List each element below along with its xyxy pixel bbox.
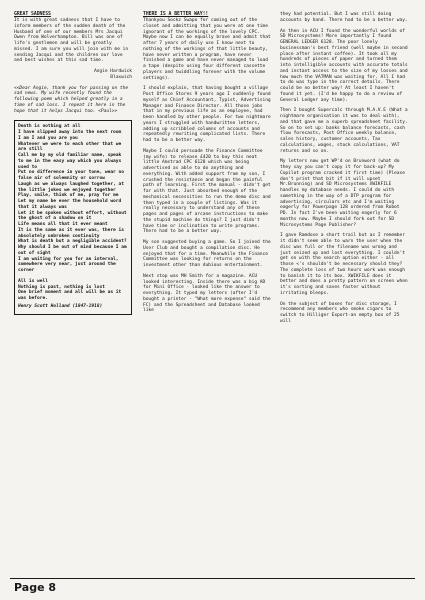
signature-name: Angie Hardwick (93, 69, 132, 74)
poem-line: Life means all that it ever meant (18, 222, 108, 227)
column-right (280, 12, 408, 330)
poem-line: It is the same as it ever was, there is absolutely unbroken continuity (18, 227, 124, 239)
poem-attribution: Henry Scott Holland (1847-1918) (18, 303, 103, 309)
poem-line: One brief moment and all will be as it was before. (18, 290, 122, 301)
article-paragraph: Maybe I could persuade the Finance Committee (my wife) to release £420 to buy this neat little Amstrad CPC 6128 which was being advertised as able to do anything and everything. With added support from my son, I crushed the resistance and began the painful path of learning. First the manual - didn't get far with that. Just absorbed enough of the mechanical necessities to run the demo disc and then typed in a couple of listings. Was it really necessary to understand any of these pages and pages of arcane instructions to make the stupid machine do things? I just didn't have time or inclination to write programs. There had to be a better way. (143, 148, 271, 235)
poem-line: Play, smile, think of me, pray for me (18, 193, 119, 199)
better-way-heading: THERE IS A BETTER WAY!! (143, 12, 209, 17)
column-middle (143, 12, 271, 319)
article-paragraph: I should explain, that having bought a village Post Office Stores 9 years ago I suddenly found myself as Chief Accountant, Typist, Advertising Manager and Finance Director. All those jobs that in my previous life as an employee, had been handled by other people. For two nightmare years I struggled with handwritten letters, adding up scribbled columns of accounts and repeatedly rewriting complicated lists. There had to be a better way. (143, 86, 271, 143)
poem-line: Whatever we were to each other that we are still (18, 141, 122, 153)
poem-line: I am waiting for you for an interval, somewhere very near, just around the corner (18, 256, 119, 273)
poem-line: Put no difference in your tone, wear no false air of solemnity or sorrow (18, 170, 124, 181)
poem-stanza (18, 279, 128, 302)
poem-line: Let it be spoken without effort, without the ghost of a shadow on it (18, 210, 127, 222)
column-left (14, 12, 132, 315)
poem-line: I have slipped away into the next room (18, 130, 122, 135)
article-paragraph: An then in ACU I found the wonderful worlds of SD Microsystems! More importantly I found GENERAL LEDGER 6128. The poor lonely businessman's best friend (well maybe in second place after instant coffee). It took all my hundreds of pieces of paper and turned them into intelligible accounts with accurate totals and instant access to the size of my losses and how much the VATMAN was waiting for. All I had to do was type in the correct details. There could be no better way! At least I haven't found it yet. (I'd be happy to do a review of General Ledger any time). (280, 28, 408, 103)
poem-line: Nothing is past, nothing is lost (18, 284, 105, 290)
article-paragraph: Then I bought Supercalc through M.A.V.E (What a nightmare organisation it was to deal with), and that gave me a superb spreadsheet facility. So on to set up: banks balance forecasts, cash flow forecasts, Post Office weekly balance, sales history, customer accounts, Tax calculations, wages, stock calculations, VAT returns and so on. (280, 108, 408, 154)
editor-note: <<Dear Angie, thank you for passing on the sad news. My wife recently found the following poem which helped greatly in a time of sad loss. I repeat it here in the hope that it helps Jacqui too. <Paul>> (14, 85, 129, 114)
poem-line: All is well (18, 278, 48, 284)
poem-line: I am I and you are you (18, 135, 78, 141)
article-paragraph: I gave Ramdose a short trail but as I remember it didn't seem able to warn the user when the disc was full or the filename was wrong and just seized up and lost everything. I couldn't get on with the search option either - all those <'s shouldn't be necessary should they? The complete loss of two hours work was enough to banish it to its box. XWIKFILE does it better and does a pretty pattern on screen when it's sorting and saves faster without irritating bleeps. (280, 233, 408, 296)
poem-line: Why should I be out of mind because I am out of sight (18, 245, 127, 256)
article-paragraph: My letters now get WP'd on Brunword (what do they say you can't copy it for back-up? My Copilot program cracked it first time) (Please don't print that bit if it will upset Mr.Brunning) and SD Microsystems XWIKFILE handles my database needs. I could do with something in the way of a DTP program for advertising, circulars etc and I'm waiting eagerly for Powerpage 128 ordered from Robot PD. In fact I've been waiting eagerly for 6 months now. Maybe I should fork out for SD Microsystems Page Publisher? (280, 159, 405, 228)
great-sadness-heading: GREAT SADNESS (14, 12, 51, 17)
great-sadness-paragraph: It is with great sadness that I have to inform members of the sudden death of the Husband of one of our members Mrs Jacqui Owen from Wolverhampton. Bill was one of life's gentlemen and will be greatly missed. I am sure you will join with me in sending Jacqui and the children our love and best wishes at this sad time. (14, 18, 129, 64)
article-paragraph: Next stop was MH Smith for a magazine. ACU looked interesting. Inside there was a big AD for Mini Office - looked like the answer to everything. It typed my letters (after I'd bought a printer - "What more expense" said the FC) and the Spreadsheet and Database looked like (143, 273, 271, 314)
poem-line: Laugh as we always laughed together, at the little jokes we enjoyed together (18, 181, 124, 193)
article-paragraph: Thankyou Sockz Swapo for coming out of the closet and admitting that you were at one time ignorant of the workings of the lovely CPC. Maybe now I can be equally brave and admit that after 7 years of daily use I know next to nothing of the workings of that little beauty, have never written a program, have never finished a game and have never managed to load a tape (despite using four different cassette players and twiddling forever with the volume settings). (143, 18, 271, 81)
poem-line: Call me by my old familiar name, speak to me in the easy way which you always used to (18, 153, 122, 170)
poem-line: What is death but a negligible accident? (18, 239, 127, 245)
footer-rule (10, 578, 415, 579)
signature-place: Blaxwich (110, 74, 132, 80)
poem-line: Let my name be ever the household word that it always was (18, 199, 122, 210)
poem-line: Death is nothing at all (18, 124, 81, 130)
article-paragraph: they had potential. But I was still doing accounts by hand. There had to be a better way. (280, 12, 408, 23)
article-paragraph: On the subject of boxes for disc storage, I recommend any members who smoke cigars to switch to Hilliger Export-an empty box of 25 will (280, 301, 400, 324)
page-number: Page 8 (14, 581, 57, 594)
poem-box (14, 120, 132, 314)
poem-stanza (18, 124, 128, 274)
article-paragraph: My son suggested buying a game. So I joined the User Club and bought a compilation disc. He enjoyed that for a time. Meanwhile the Finance Committee was looking for returns on the investment other than dubious entertainment. (143, 240, 271, 268)
